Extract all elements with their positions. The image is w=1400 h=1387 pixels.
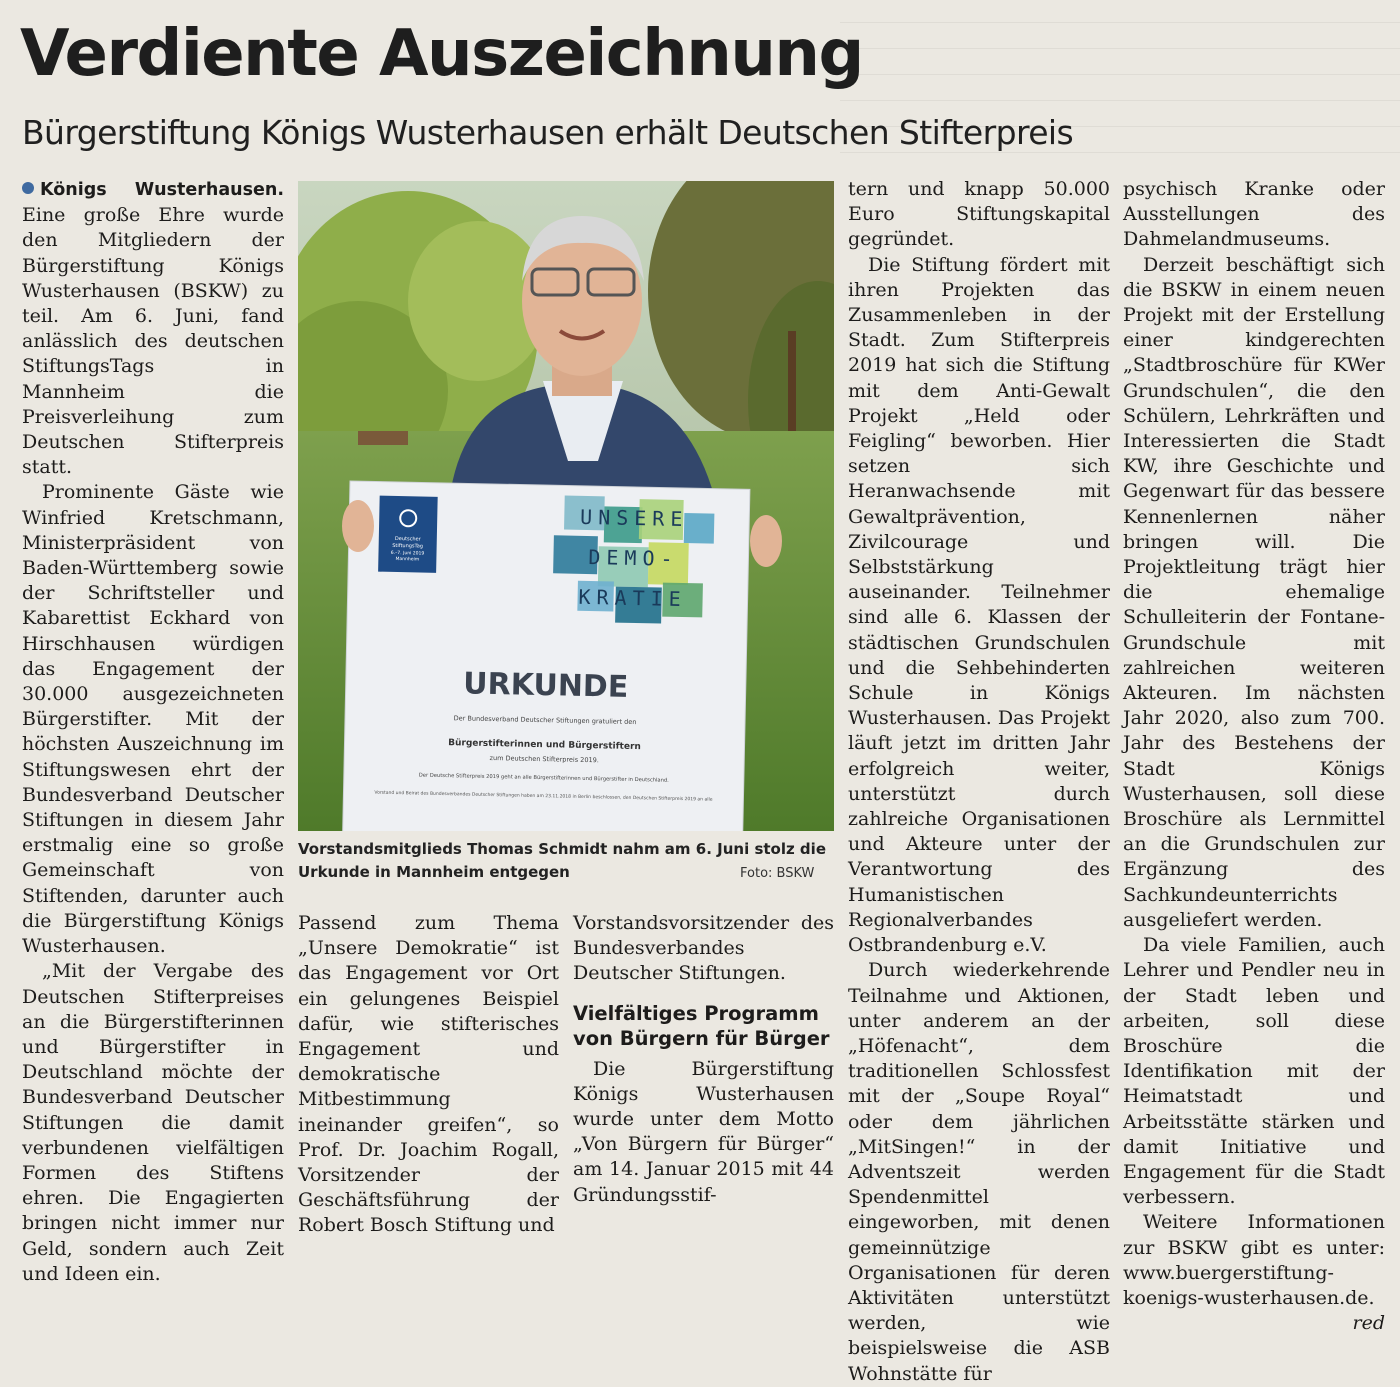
paragraph: „Mit der Vergabe des Deutschen Stifterpreises an die Bürgerstifterinnen und Bürgerstifter in Deutschland möchte der Bundesverband Deutscher Stiftungen die damit verbundenen vielfältigen Formen des Stiftens ehren. Die Engagierten bringen nicht immer nur Geld, sondern auch Zeit und Ideen ein.: [22, 960, 284, 1285]
headline: Verdiente Auszeichnung: [20, 17, 863, 91]
dateline: Königs Wusterhausen.: [40, 180, 284, 200]
badge-line-4: Mannheim: [395, 556, 420, 563]
badge-line-2: StiftungsTag: [392, 542, 424, 550]
paragraph: Die Bürgerstiftung Königs Wusterhausen wurde unter dem Motto „Von Bürgern für Bürger“ am 14. Januar 2015 mit 44 Gründungsstif-: [573, 1057, 834, 1206]
bullet-dot-icon: [22, 182, 34, 194]
svg-text:Der Bundesverband Deutscher St: Der Bundesverband Deutscher Stiftungen gratuliert den: [453, 714, 637, 727]
photo-caption: Vorstandsmitglieds Thomas Schmidt nahm am 6. Juni stolz die Urkunde in Mannheim entgegen: [298, 840, 826, 881]
svg-text:DEMO-: DEMO-: [588, 545, 679, 571]
paragraph: Eine große Ehre wurde den Mitgliedern der Bürgerstiftung Königs Wusterhausen (BSKW) zu teil. Am 6. Juni, fand anlässlich des deutschen StiftungsTags in Mannheim die Preisverleihung zum Deutschen Stifterpreis statt.: [22, 204, 284, 479]
paragraph: Durch wiederkehrende Teilnahme und Aktionen, unter anderem an der „Höfenacht“, dem traditionellen Schlossfest mit der „Soupe Royal“ oder dem jährlichen „MitSingen!“ in der Adventszeit werden Spendenmittel eingeworben, mit denen gemeinnützige Organisationen für deren Aktivitäten unterstützt werden, wie beispielsweise die ASB Wohnstätte für: [848, 959, 1110, 1385]
svg-text:zum Deutschen Stifterpreis 201: zum Deutschen Stifterpreis 2019.: [489, 753, 599, 765]
badge-line-1: Deutscher: [394, 535, 421, 543]
svg-text:UNSERE: UNSERE: [579, 504, 689, 532]
certificate-title: URKUNDE: [462, 666, 629, 705]
paragraph: Weitere Informationen zur BSKW gibt es unter: www.buergerstiftung-koenigs-wusterhausen.de. red: [1123, 1210, 1385, 1311]
signature: red: [1352, 1312, 1385, 1335]
photo-credit: Foto: BSKW: [740, 866, 815, 881]
paragraph: Prominente Gäste wie Winfried Kretschmann, Ministerpräsident von Baden-Württemberg sowie der Schriftsteller und Kabarettist Eckhard von Hirschhausen würdigen das Engagement der 30.000 ausgezeichneten Bürgerstifter. Mit der höchsten Auszeichnung im Stiftungswesen ehrt der Bundesverband Deutscher Stiftungen in diesem Jahr erstmalig eine so große Gemeinschaft von Stiftenden, darunter auch die Bürgerstiftung Königs Wusterhausen.: [22, 481, 284, 958]
paragraph: Vorstandsvorsitzender des Bundesverbandes Deutscher Stiftungen.: [573, 912, 834, 985]
section-subtitle: Vielfältiges Programm von Bürgern für Bürger: [573, 1001, 830, 1050]
article-photo: [298, 181, 834, 831]
svg-text:Vorstand und Beirat des Bundes: Vorstand und Beirat des Bundesverbandes Deutscher Stiftungen haben am 23.11.2018 in Berlin beschlossen, den Deutschen Stifterpreis 2019 an alle: [374, 790, 713, 803]
paragraph: Die Stiftung fördert mit ihren Projekten das Zusammenleben in der Stadt. Zum Stifterpreis 2019 hat sich die Stiftung mit dem Anti-Gewalt Projekt „Held oder Feigling“ beworben. Hier setzen sich Heranwachsende mit Gewaltprävention, Zivilcourage und Selbststärkung auseinander. Teilnehmer sind alle 6. Klassen der städtischen Grundschulen und die Sehbehinderten Schule in Königs Wusterhausen. Das Projekt läuft jetzt im dritten Jahr erfolgreich weiter, unterstützt durch zahlreiche Organisationen und Akteure unter der Verantwortung des Humanistischen Regionalverbandes Ostbrandenburg e.V.: [848, 253, 1110, 957]
column-2: [298, 911, 559, 1239]
paragraph: Passend zum Thema „Unsere Demokratie“ ist das Engagement vor Ort ein gelungenes Beispiel dafür, wie stifterisches Engagement und demokratische Mitbestimmung ineinander greifen“, so Prof. Dr. Joachim Rogall, Vorsitzender der Geschäftsführung der Robert Bosch Stiftung und: [298, 912, 559, 1237]
column-4: [848, 177, 1110, 1387]
subheadline: Bürgerstiftung Königs Wusterhausen erhält Deutschen Stifterpreis: [22, 113, 1074, 152]
column-5: [1123, 177, 1385, 1336]
paragraph: Da viele Familien, auch Lehrer und Pendler neu in der Stadt leben und arbeiten, soll diese Broschüre die Identifikation mit der Heimatstadt und Arbeitsstätte stärken und damit Initiative und Engagement für die Stadt verbessern.: [1123, 934, 1385, 1209]
svg-text:KRATIE: KRATIE: [578, 584, 687, 612]
column-1: [22, 177, 284, 1287]
paragraph: psychisch Kranke oder Ausstellungen des Dahmelandmuseums.: [1123, 178, 1385, 251]
paragraph: tern und knapp 50.000 Euro Stiftungskapital gegründet.: [848, 178, 1110, 251]
svg-text:Der Deutsche Stifterpreis 2019: Der Deutsche Stifterpreis 2019 geht an alle Bürgerstifterinnen und Bürgerstifter in Deutschland.: [418, 772, 669, 784]
badge-line-3: 6.–7. Juni 2019: [390, 550, 425, 557]
paragraph: Derzeit beschäftigt sich die BSKW in einem neuen Projekt mit der Erstellung einer kindgerechten „Stadtbroschüre für KWer Grundschulen“, die den Schülern, Lehrkräften und Interessierten die Stadt KW, ihre Geschichte und Gegenwart für das bessere Kennenlernen näher bringen will. Die Projektleitung trägt hier die ehemalige Schulleiterin der Fontane-Grundschule mit zahlreichen weiteren Akteuren. Im nächsten Jahr 2020, also zum 700. Jahr des Bestehens der Stadt Königs Wusterhausen, soll diese Broschüre als Lernmittel an die Grundschulen zur Ergänzung des Sachkundeunterrichts ausgeliefert werden.: [1123, 253, 1385, 931]
dateline-paragraph: [22, 177, 284, 480]
svg-text:Bürgerstifterinnen und Bürgers: Bürgerstifterinnen und Bürgerstiftern: [448, 738, 641, 753]
column-3: [573, 911, 834, 1208]
